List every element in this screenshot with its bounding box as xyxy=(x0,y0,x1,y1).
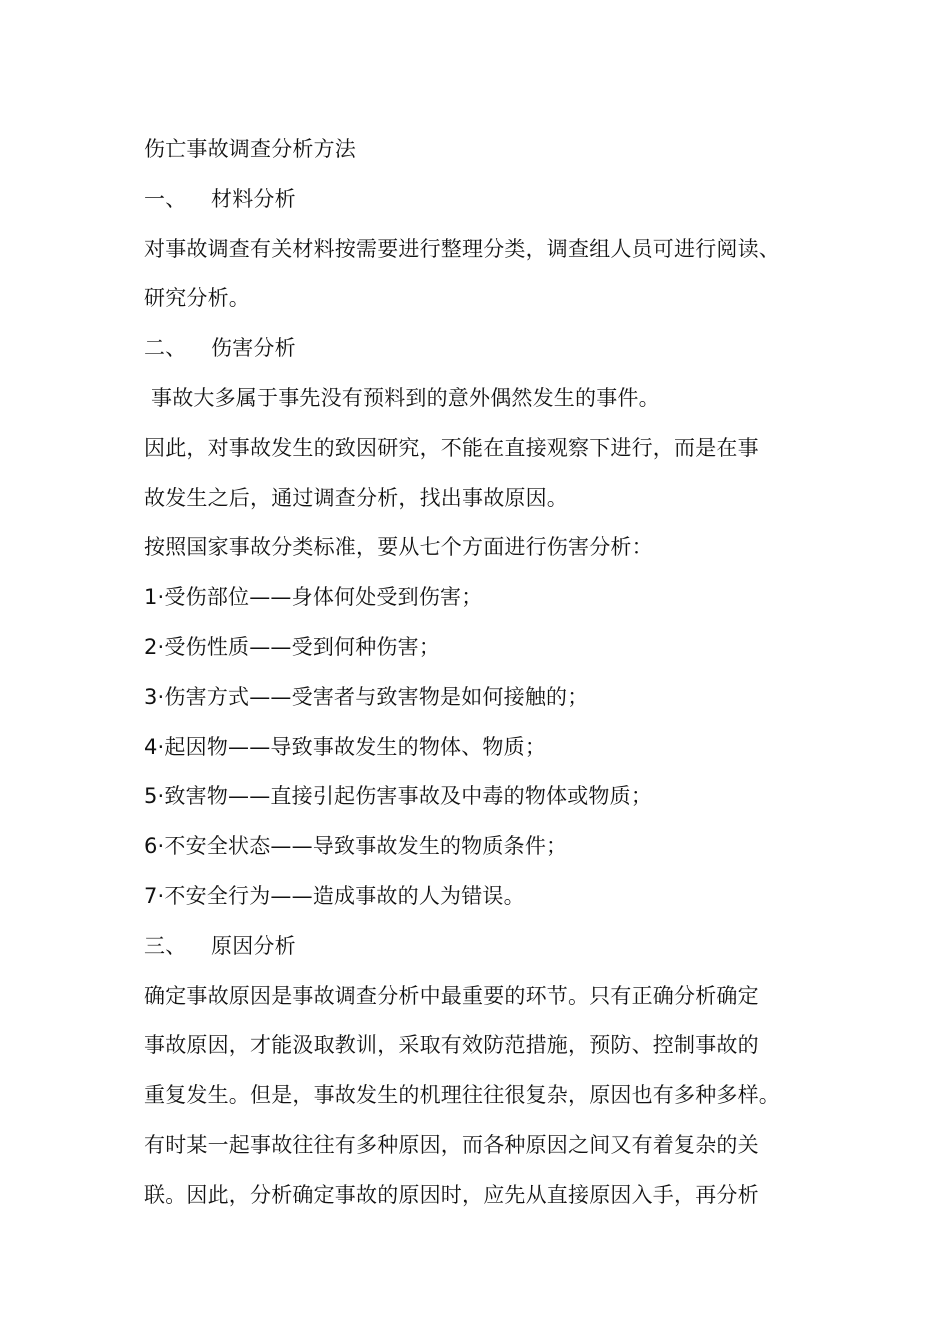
paragraph-line: 事故大多属于事先没有预料到的意外偶然发生的事件。 xyxy=(151,385,660,410)
paragraph-line: 对事故调查有关材料按需要进行整理分类，调查组人员可进行阅读、 xyxy=(144,236,780,261)
list-item: 3·伤害方式——受害者与致害物是如何接触的； xyxy=(144,684,589,709)
paragraph-line: 按照国家事故分类标准，要从七个方面进行伤害分析： xyxy=(144,535,653,560)
list-item: 7·不安全行为——造成事故的人为错误。 xyxy=(144,883,525,908)
document-body xyxy=(144,125,834,1221)
list-item: 4·起因物——导致事故发生的物体、物质； xyxy=(144,734,547,759)
section-2-title: 伤害分析 xyxy=(211,336,296,361)
list-item: 6·不安全状态——导致事故发生的物质条件； xyxy=(144,834,568,859)
paragraph-line: 因此，对事故发生的致因研究，不能在直接观察下进行，而是在事 xyxy=(144,435,759,460)
paragraph-line: 确定事故原因是事故调查分析中最重要的环节。只有正确分析确定 xyxy=(144,983,759,1008)
section-1-number: 一、 xyxy=(144,186,187,211)
section-2-heading xyxy=(144,324,834,374)
paragraph-line: 事故原因，才能汲取教训，采取有效防范措施，预防、控制事故的 xyxy=(144,1033,759,1058)
section-3-title: 原因分析 xyxy=(211,933,296,958)
paragraph-line: 联。因此，分析确定事故的原因时，应先从直接原因入手，再分析 xyxy=(144,1182,759,1207)
paragraph-line: 重复发生。但是，事故发生的机理往往很复杂，原因也有多种多样。 xyxy=(144,1083,780,1108)
paragraph-line: 故发生之后，通过调查分析，找出事故原因。 xyxy=(144,485,568,510)
paragraph-line: 有时某一起事故往往有多种原因，而各种原因之间又有着复杂的关 xyxy=(144,1132,759,1157)
section-2-number: 二、 xyxy=(144,336,187,361)
section-3-heading xyxy=(144,922,834,972)
paragraph-line: 研究分析。 xyxy=(144,286,250,311)
section-1-heading xyxy=(144,175,834,225)
section-3-number: 三、 xyxy=(144,933,187,958)
section-1-title: 材料分析 xyxy=(211,186,296,211)
list-item: 5·致害物——直接引起伤害事故及中毒的物体或物质； xyxy=(144,784,653,809)
list-item: 1·受伤部位——身体何处受到伤害； xyxy=(144,585,483,610)
list-item: 2·受伤性质——受到何种伤害； xyxy=(144,634,441,659)
document-title: 伤亡事故调查分析方法 xyxy=(144,137,356,161)
